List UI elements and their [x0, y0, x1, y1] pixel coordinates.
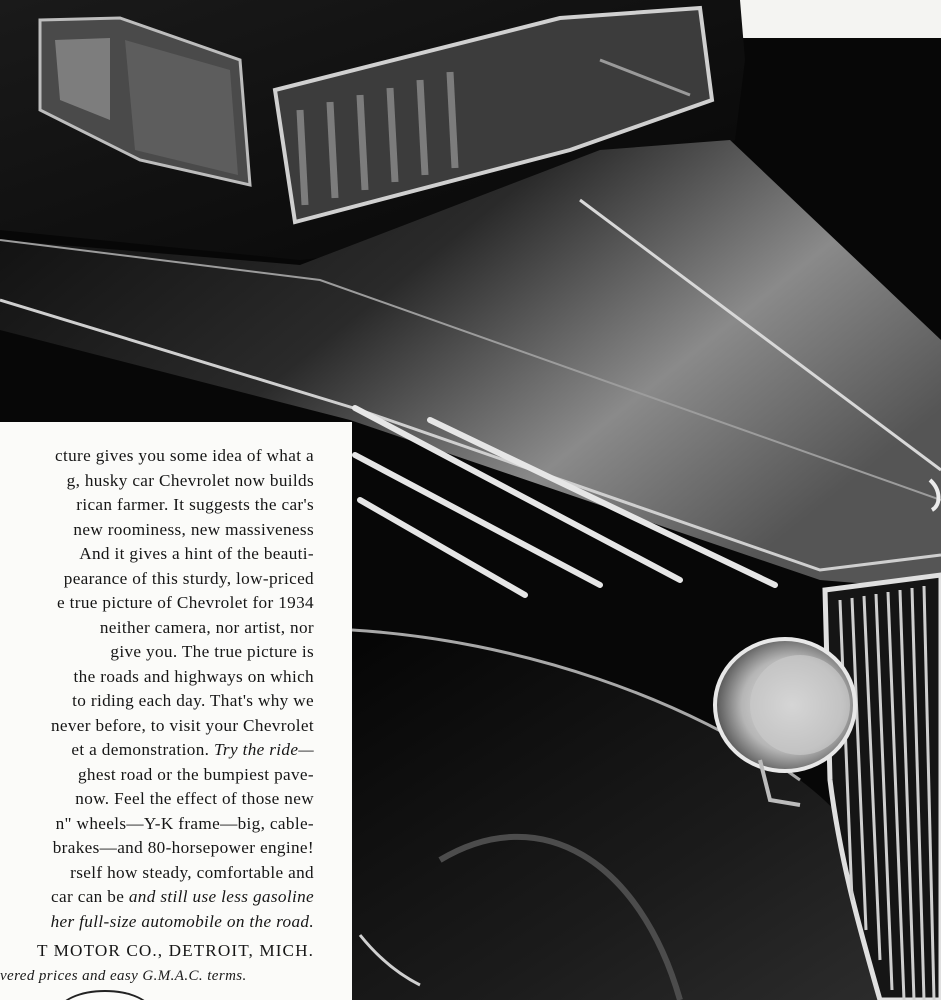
- ad-copy-line: n" wheels—Y-K frame—big, cable-: [55, 813, 314, 833]
- ad-copy-line: [0, 885, 314, 910]
- ad-copy-line: And it gives a hint of the beauti-: [79, 544, 314, 563]
- ad-copy-line: [0, 738, 314, 763]
- ad-copy-line: rican farmer. It suggests the car's: [76, 495, 314, 514]
- footer-note: vered prices and easy G.M.A.C. terms.: [0, 968, 247, 984]
- ad-copy-line: neither camera, nor artist, nor: [99, 617, 314, 637]
- ad-copy-line: never before, to visit your Chevrolet: [50, 715, 314, 735]
- company-signature: T MOTOR CO., DETROIT, MICH.: [36, 941, 314, 960]
- ad-copy-line: give you. The true picture is: [110, 642, 314, 661]
- ad-copy-line: the roads and highways on which: [73, 666, 314, 686]
- gasoline-emphasis: and still use less gasoline: [128, 887, 314, 906]
- ad-copy-line: now. Feel the effect of those new: [75, 789, 314, 808]
- ad-copy-line: to riding each day. That's why we: [72, 691, 314, 710]
- ad-copy-line: new roominess, new massiveness: [73, 519, 314, 539]
- emblem-outline: [58, 990, 152, 1000]
- ad-copy-line: e true picture of Chevrolet for 1934: [57, 593, 314, 612]
- ad-copy-text: car can be: [51, 887, 129, 906]
- ad-copy-line: rself how steady, comfortable and: [70, 862, 314, 882]
- ad-copy-line: brakes—and 80-horsepower engine!: [52, 838, 314, 857]
- ad-copy-panel: [0, 422, 352, 1000]
- ad-copy-line: her full-size automobile on the road.: [50, 911, 314, 931]
- ad-copy-line: ghest road or the bumpiest pave-: [77, 764, 314, 784]
- try-the-ride-emphasis: Try the ride—: [213, 740, 314, 759]
- ad-copy-text: et a demonstration.: [71, 740, 214, 759]
- ad-copy-line: cture gives you some idea of what a: [54, 446, 314, 465]
- ad-copy-line: pearance of this sturdy, low-priced: [63, 568, 314, 588]
- ad-copy-line: g, husky car Chevrolet now builds: [66, 470, 314, 490]
